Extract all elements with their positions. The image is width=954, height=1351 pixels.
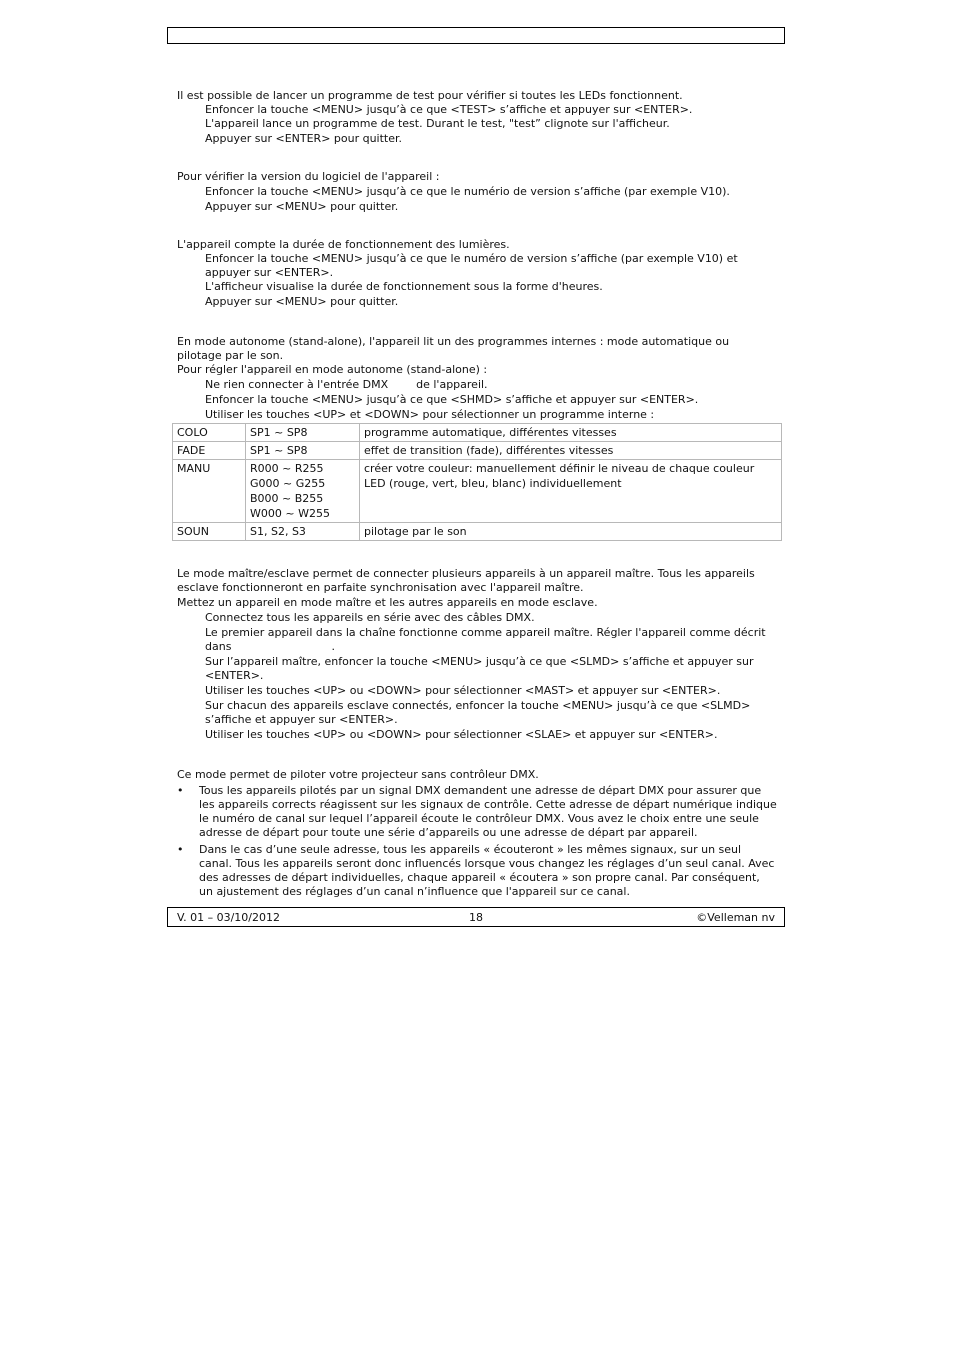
standalone-step-1-text-b: de l'appareil. [416,378,488,391]
standalone-step-3: Utiliser les touches <UP> et <DOWN> pour sélectionner un programme interne : [205,408,655,421]
table-cell-range: SP1 ~ SP8 [246,442,360,460]
masterslave-step-3: Sur l’appareil maître, enfoncer la touche <MENU> jusqu’à ce que <SLMD> s’affiche et appuyer sur <ENTER>. [205,655,754,682]
masterslave-step-1: Connectez tous les appareils en série avec des câbles DMX. [205,611,535,624]
table-row [173,460,782,523]
table-row [173,523,782,541]
version-intro: Pour vérifier la version du logiciel de l'appareil : [177,170,440,183]
table-cell-desc: programme automatique, différentes vitesses [360,424,782,442]
table-cell-range: S1, S2, S3 [246,523,360,541]
hours-section [177,238,777,309]
table-cell-desc: pilotage par le son [360,523,782,541]
table-cell-range: R000 ~ R255 G000 ~ G255 B000 ~ B255 W000 ~ W255 [246,460,360,523]
version-step-1: Enfoncer la touche <MENU> jusqu’à ce que le numério de version s’affiche (par exemple V10). [205,185,730,198]
test-step-1: Enfoncer la touche <MENU> jusqu’à ce que <TEST> s’affiche et appuyer sur <ENTER>. [205,103,693,116]
list-item [177,843,777,899]
footer-page-number: 18 [469,911,483,924]
dmx-intro: Ce mode permet de piloter votre projecteur sans contrôleur DMX. [177,768,539,781]
masterslave-section [177,567,777,742]
table-cell-desc: effet de transition (fade), différentes vitesses [360,442,782,460]
masterslave-step-6: Utiliser les touches <UP> ou <DOWN> pour sélectionner <SLAE> et appuyer sur <ENTER>. [205,728,718,741]
hours-step-1: Enfoncer la touche <MENU> jusqu’à ce que le numéro de version s’affiche (par exemple V10) et appuyer sur <ENTER>. [205,252,738,279]
masterslave-step-2 [177,626,777,654]
hours-intro: L'appareil compte la durée de fonctionnement des lumières. [177,238,510,251]
test-step-2: L'appareil lance un programme de test. Durant le test, "test” clignote sur l'afficheur. [205,117,670,130]
test-step-3: Appuyer sur <ENTER> pour quitter. [205,132,403,145]
masterslave-step-5: Sur chacun des appareils esclave connectés, enfoncer la touche <MENU> jusqu’à ce que <SLMD> s’affiche et appuyer sur <ENTER>. [205,699,751,726]
table-cell-mode: SOUN [173,523,246,541]
standalone-step-2: Enfoncer la touche <MENU> jusqu’à ce que <SHMD> s’affiche et appuyer sur <ENTER>. [205,393,699,406]
list-item-text: Tous les appareils pilotés par un signal DMX demandent une adresse de départ DMX pour assurer que les appareils corrects réagissent sur les signaux de contrôle. Cette adresse de départ numérique indique le numéro de canal sur lequel l’appareil écoute le contrôleur DMX. Vous avez le choix entre une seule adresse de départ pour toute une série d’appareils ou une adresse de départ par appareil. [199,784,777,839]
footer-copyright: ©Velleman nv [696,911,775,924]
test-intro: Il est possible de lancer un programme de test pour vérifier si toutes les LEDs fonctionnent. [177,89,683,102]
bullet-icon: • [177,843,184,856]
standalone-step-1 [177,378,777,392]
standalone-intro: En mode autonome (stand-alone), l'appareil lit un des programmes internes : mode automatique ou pilotage par le son. [177,335,730,362]
standalone-section [177,335,777,541]
table-cell-mode: MANU [173,460,246,523]
page-header-box [167,27,785,44]
hours-step-2: L'afficheur visualise la durée de fonctionnement sous la forme d'heures. [205,280,603,293]
document-body [177,89,777,902]
masterslave-step-2-text-a: Le premier appareil dans la chaîne fonctionne comme appareil maître. Régler l'appareil comme décrit dans [205,626,766,653]
table-cell-desc: créer votre couleur: manuellement définir le niveau de chaque couleur LED (rouge, vert, bleu, blanc) individuellement [360,460,782,523]
dmx-section [177,768,777,899]
masterslave-step-2-text-b: . [331,640,335,653]
masterslave-intro-2: Mettez un appareil en mode maître et les autres appareils en mode esclave. [177,596,598,609]
dmx-bullet-list [177,784,777,899]
version-step-2: Appuyer sur <MENU> pour quitter. [205,200,399,213]
table-cell-range: SP1 ~ SP8 [246,424,360,442]
table-cell-mode: COLO [173,424,246,442]
bullet-icon: • [177,784,184,797]
list-item-text: Dans le cas d’une seule adresse, tous les appareils « écouteront » les mêmes signaux, sur un seul canal. Tous les appareils seront donc influencés lorsque vous changez les réglages d’un seul canal. Avec des adresses de départ individuelles, chaque appareil « écoutera » son propre canal. Par conséquent, un ajustement des réglages d’un canal n’influence que l'appareil sur ce canal. [199,843,775,898]
page-footer [167,907,785,927]
hours-step-3: Appuyer sur <MENU> pour quitter. [205,295,399,308]
masterslave-step-4: Utiliser les touches <UP> ou <DOWN> pour sélectionner <MAST> et appuyer sur <ENTER>. [205,684,721,697]
standalone-step-1-text-a: Ne rien connecter à l'entrée DMX [205,378,389,391]
list-item [177,784,777,840]
table-row [173,424,782,442]
version-section [177,170,777,214]
table-row [173,442,782,460]
program-table [172,423,782,541]
test-section [177,89,777,146]
footer-version: V. 01 – 03/10/2012 [177,911,280,924]
standalone-intro-2: Pour régler l'appareil en mode autonome (stand-alone) : [177,363,488,376]
table-cell-mode: FADE [173,442,246,460]
masterslave-intro: Le mode maître/esclave permet de connecter plusieurs appareils à un appareil maître. Tous les appareils esclave fonctionneront en parfaite synchronisation avec l'appareil maître. [177,567,755,594]
